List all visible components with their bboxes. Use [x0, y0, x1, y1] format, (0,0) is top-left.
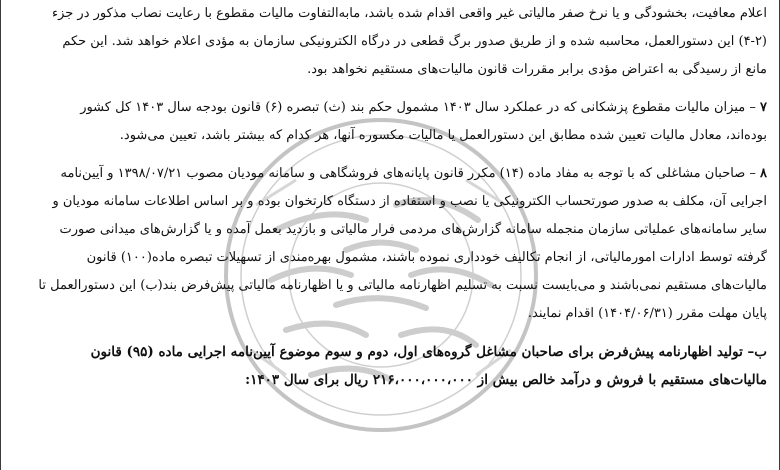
intro-line-2: (۴-۲) این دستورالعمل، محاسبه شده و از طریق صدور برگ قطعی در درگاه الکترونیکی سازمان به مؤدی اعلام خواهد شد. این حکم — [62, 34, 767, 49]
intro-line-1: اعلام معافیت، بخشودگی و یا نرخ صفر مالیاتی غیر واقعی اقدام شده باشد، مابه‌التفاوت مالیات مقطوع با رعایت نصاب مذکور در جزء — [51, 6, 767, 21]
item-7-line-2: بوده‌اند، معادل مالیات تعیین شده مطابق این دستورالعمل یا مالیات مکسوره آنها، هر کدام که بیشتر باشد، تعیین می‌شود. — [119, 128, 767, 143]
item-8-number: ۸ — [760, 166, 767, 181]
item-7-number: ۷ — [760, 100, 767, 115]
item-7-line-1 — [13, 94, 767, 122]
item-8-line-5: مالیات‌های مستقیم نمی‌باشند و می‌بایست نسبت به تسلیم اظهارنامه مالیاتی و یا اظهارنامه مالیاتی پیش‌فرض بند(ب) این دستورالعمل تا — [38, 278, 767, 293]
item-8-line-1 — [13, 160, 767, 188]
document-body — [1, 0, 779, 394]
section-b-heading-1: ب– تولید اظهارنامه پیش‌فرض برای صاحبان مشاغل گروه‌های اول، دوم و سوم موضوع آیین‌نامه اجرایی ماده (۹۵) قانون — [90, 344, 767, 360]
item-8-text-1: – صاحبان مشاغلی که با توجه به مفاد ماده (۱۴) مکرر قانون پایانه‌های فروشگاهی و سامانه مودیان مصوب ۱۳۹۸/۰۷/۲۱ و آیین‌نامه — [60, 166, 756, 181]
item-7-text-1: – میزان مالیات مقطوع پزشکانی که در عملکرد سال ۱۴۰۳ مشمول حکم بند (ث) تبصره (۶) قانون بودجه سال ۱۴۰۳ کل کشور — [80, 100, 756, 115]
item-8-line-2: اجرایی آن، مکلف به صدور صورتحساب الکترونیکی یا نصب و استفاده از دستگاه کارتخوان بوده و بر اساس اطلاعات سامانه مودیان و — [52, 194, 767, 209]
intro-line-3: مانع از رسیدگی به اعتراض مؤدی برابر مقررات قانون مالیات‌های مستقیم نخواهد بود. — [307, 62, 767, 77]
section-b-heading-2: مالیات‌های مستقیم با فروش و درآمد خالص بیش از ۲۱۶،۰۰۰،۰۰۰،۰۰۰ ریال برای سال ۱۴۰۳: — [245, 372, 767, 388]
item-8-line-4: گرفته توسط ادارات امورمالیاتی، از انجام تکالیف خودداری نموده باشند، مشمول بهره‌مندی از تسهیلات تبصره ماده(۱۰۰) قانون — [86, 250, 767, 265]
item-8-line-3: سایر سامانه‌های عملیاتی سازمان منجمله سامانه گزارش‌های مردمی فرار مالیاتی و بازدید بعمل آمده و یا گزارش‌های میدانی صورت — [59, 222, 767, 237]
item-8-line-6: پایان مهلت مقرر (۱۴۰۴/۰۶/۳۱) اقدام نمایند. — [527, 306, 767, 321]
